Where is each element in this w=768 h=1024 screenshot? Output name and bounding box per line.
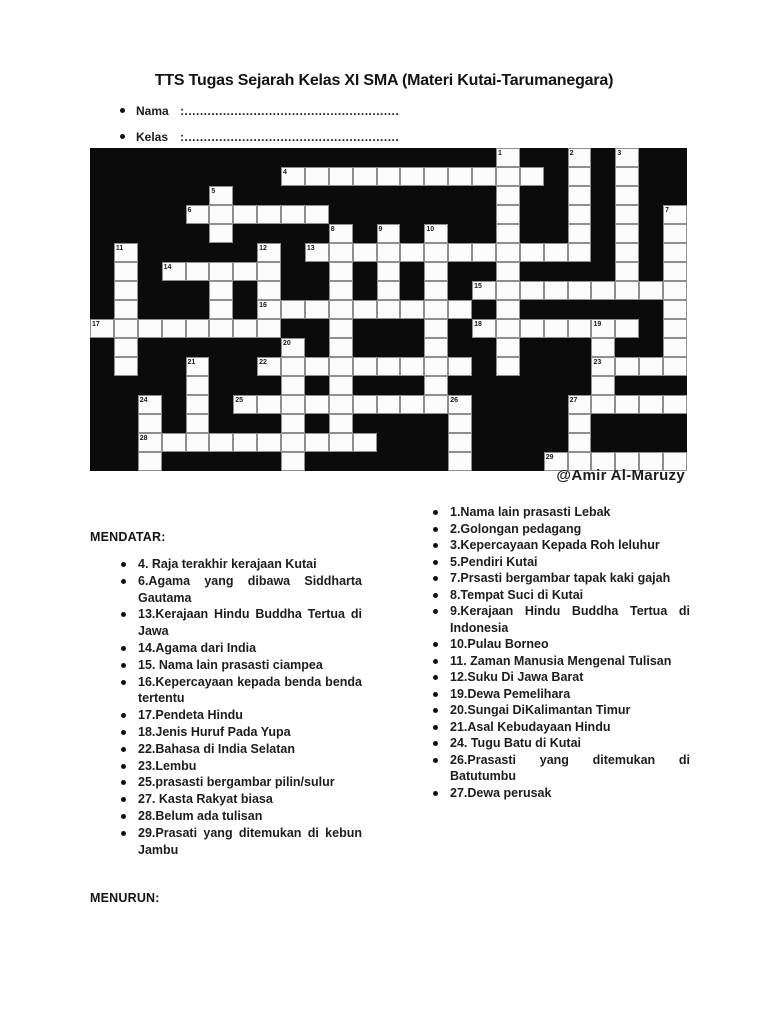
grid-cell[interactable] <box>448 452 472 471</box>
grid-cell[interactable] <box>329 281 353 300</box>
clue-item <box>119 774 364 791</box>
clue-item <box>431 719 693 736</box>
down-header: MENURUN: <box>90 891 160 905</box>
grid-cell[interactable] <box>209 281 233 300</box>
bullet-icon <box>120 108 125 113</box>
clue-item <box>431 653 693 670</box>
grid-cell[interactable] <box>615 186 639 205</box>
grid-cell[interactable] <box>591 395 615 414</box>
bullet-icon <box>121 646 126 651</box>
grid-cell[interactable] <box>353 300 377 319</box>
grid-cell[interactable] <box>162 319 186 338</box>
clue-text: 13.Kerajaan Hindu Buddha Tertua di Jawa <box>138 607 362 639</box>
grid-cell-number: 24 <box>139 396 148 404</box>
grid-cell[interactable] <box>544 243 568 262</box>
grid-cell[interactable] <box>233 319 257 338</box>
grid-cell[interactable] <box>424 262 448 281</box>
watermark-credit: @Amir Al-Maruzy <box>556 467 685 484</box>
grid-cell[interactable] <box>568 243 592 262</box>
grid-cell[interactable] <box>448 357 472 376</box>
bullet-icon <box>121 814 126 819</box>
clue-item <box>431 504 693 521</box>
grid-cell-number: 13 <box>306 244 315 252</box>
bullet-icon <box>121 780 126 785</box>
grid-cell[interactable] <box>568 167 592 186</box>
bullet-icon <box>121 730 126 735</box>
grid-cell-number: 19 <box>593 320 602 328</box>
grid-cell[interactable] <box>615 243 639 262</box>
clue-text: 21.Asal Kebudayaan Hindu <box>450 719 611 734</box>
grid-cell[interactable] <box>305 167 329 186</box>
grid-cell[interactable] <box>496 300 520 319</box>
grid-cell[interactable] <box>568 205 592 224</box>
grid-cell[interactable] <box>424 300 448 319</box>
bullet-icon <box>433 543 438 548</box>
clue-item <box>431 537 693 554</box>
clue-text: 9.Kerajaan Hindu Buddha Tertua di Indonesia <box>450 604 690 635</box>
grid-cell[interactable] <box>329 376 353 395</box>
grid-cell[interactable] <box>281 205 305 224</box>
grid-cell[interactable] <box>424 281 448 300</box>
clue-text: 6.Agama yang dibawa Siddharta Gautama <box>138 573 362 605</box>
clue-text: 24. Tugu Batu di Kutai <box>450 736 582 750</box>
grid-cell[interactable] <box>329 338 353 357</box>
grid-cell[interactable] <box>257 395 281 414</box>
bullet-icon <box>433 708 438 713</box>
grid-cell[interactable] <box>663 281 687 300</box>
grid-cell[interactable] <box>400 167 424 186</box>
grid-cell[interactable] <box>209 300 233 319</box>
clue-item <box>119 825 364 859</box>
grid-cell[interactable] <box>329 300 353 319</box>
grid-cell[interactable] <box>568 186 592 205</box>
grid-cell[interactable] <box>138 414 162 433</box>
bullet-icon <box>121 831 126 836</box>
grid-cell[interactable] <box>209 224 233 243</box>
grid-cell-number: 17 <box>92 320 100 328</box>
clue-item <box>119 674 364 708</box>
clue-text: 5.Pendiri Kutai <box>450 554 538 569</box>
grid-cell[interactable] <box>496 167 520 186</box>
clue-item <box>431 554 693 571</box>
clue-text: 22.Bahasa di India Selatan <box>138 741 296 756</box>
grid-cell[interactable] <box>114 262 138 281</box>
bullet-icon <box>433 560 438 565</box>
grid-cell[interactable] <box>281 414 305 433</box>
grid-cell[interactable] <box>281 452 305 471</box>
bullet-icon <box>121 579 126 584</box>
grid-cell-number: 3 <box>617 149 622 157</box>
grid-cell[interactable] <box>424 376 448 395</box>
grid-cell[interactable] <box>663 243 687 262</box>
clue-item <box>119 758 364 775</box>
grid-cell[interactable] <box>186 319 210 338</box>
clue-item <box>431 702 693 719</box>
clue-item <box>119 707 364 724</box>
grid-cell[interactable] <box>663 224 687 243</box>
clue-item <box>431 521 693 538</box>
grid-cell-number: 27 <box>569 396 578 404</box>
clue-text: 12.Suku Di Jawa Barat <box>450 670 584 684</box>
bullet-icon <box>121 764 126 769</box>
grid-cell[interactable] <box>615 262 639 281</box>
grid-cell-number: 25 <box>235 396 244 404</box>
clue-text: 15. Nama lain prasasti ciampea <box>138 657 323 672</box>
grid-cell[interactable] <box>257 262 281 281</box>
clue-text: 29.Prasati yang ditemukan di kebun Jambu <box>138 825 362 857</box>
grid-cell[interactable] <box>424 243 448 262</box>
grid-cell-number: 9 <box>378 225 383 233</box>
grid-cell[interactable] <box>400 300 424 319</box>
grid-cell[interactable] <box>591 281 615 300</box>
grid-cell[interactable] <box>114 281 138 300</box>
grid-cell[interactable] <box>520 167 544 186</box>
grid-cell[interactable] <box>329 414 353 433</box>
grid-cell[interactable] <box>305 433 329 452</box>
crossword-grid <box>90 148 687 471</box>
grid-cell[interactable] <box>186 262 210 281</box>
name-label: Nama <box>136 104 169 118</box>
grid-cell[interactable] <box>377 243 401 262</box>
grid-cell[interactable] <box>544 281 568 300</box>
across-clues-list <box>119 556 364 858</box>
clue-text: 2.Golongan pedagang <box>450 521 582 536</box>
grid-cell[interactable] <box>353 357 377 376</box>
clue-item <box>119 640 364 657</box>
grid-cell[interactable] <box>353 167 377 186</box>
bullet-icon <box>121 713 126 718</box>
grid-cell[interactable] <box>377 167 401 186</box>
bullet-icon <box>433 725 438 730</box>
clue-item <box>119 741 364 758</box>
bullet-icon <box>433 675 438 680</box>
grid-cell-number: 22 <box>259 358 267 366</box>
grid-cell[interactable] <box>186 433 210 452</box>
bullet-icon <box>121 562 126 567</box>
clue-item <box>431 735 693 752</box>
grid-cell[interactable] <box>257 319 281 338</box>
grid-cell[interactable] <box>233 205 257 224</box>
grid-cell[interactable] <box>591 376 615 395</box>
class-label: Kelas <box>136 130 169 144</box>
grid-cell[interactable] <box>305 357 329 376</box>
clue-text: 8.Tempat Suci di Kutai <box>450 587 584 602</box>
clue-text: 20.Sungai DiKalimantan Timur <box>450 703 631 717</box>
bullet-icon <box>433 741 438 746</box>
bullet-icon <box>433 609 438 614</box>
grid-cell[interactable] <box>257 205 281 224</box>
grid-cell[interactable] <box>377 262 401 281</box>
grid-cell[interactable] <box>329 167 353 186</box>
grid-cell[interactable] <box>329 357 353 376</box>
grid-cell[interactable] <box>329 243 353 262</box>
grid-cell[interactable] <box>424 395 448 414</box>
grid-cell[interactable] <box>520 319 544 338</box>
down-clues-list <box>431 504 693 801</box>
grid-cell[interactable] <box>496 338 520 357</box>
grid-cell[interactable] <box>496 205 520 224</box>
grid-cell[interactable] <box>329 395 353 414</box>
grid-cell[interactable] <box>424 319 448 338</box>
grid-cell[interactable] <box>305 395 329 414</box>
bullet-icon <box>120 134 125 139</box>
grid-cell[interactable] <box>568 224 592 243</box>
grid-cell[interactable] <box>615 395 639 414</box>
clue-item <box>119 573 364 607</box>
grid-cell[interactable] <box>496 281 520 300</box>
grid-cell-number: 14 <box>163 263 172 271</box>
grid-cell[interactable] <box>233 433 257 452</box>
grid-cell[interactable] <box>353 395 377 414</box>
grid-cell[interactable] <box>639 281 663 300</box>
grid-cell[interactable] <box>353 433 377 452</box>
clue-text: 14.Agama dari India <box>138 640 257 655</box>
grid-cell[interactable] <box>520 281 544 300</box>
clue-text: 10.Pulau Borneo <box>450 637 549 651</box>
bullet-icon <box>433 659 438 664</box>
grid-cell[interactable] <box>448 433 472 452</box>
clue-item <box>431 587 693 604</box>
clue-item <box>119 724 364 741</box>
grid-cell[interactable] <box>591 338 615 357</box>
grid-cell[interactable] <box>186 395 210 414</box>
grid-cell[interactable] <box>281 357 305 376</box>
grid-cell[interactable] <box>377 357 401 376</box>
bullet-icon <box>433 576 438 581</box>
grid-cell[interactable] <box>329 262 353 281</box>
clue-text: 27.Dewa perusak <box>450 785 552 800</box>
grid-cell[interactable] <box>209 319 233 338</box>
grid-cell[interactable] <box>568 414 592 433</box>
grid-cell[interactable] <box>448 414 472 433</box>
grid-cell[interactable] <box>520 243 544 262</box>
clue-item <box>431 669 693 686</box>
grid-cell[interactable] <box>257 281 281 300</box>
grid-cell[interactable] <box>615 319 639 338</box>
grid-cell[interactable] <box>472 167 496 186</box>
bullet-icon <box>121 747 126 752</box>
grid-cell-number: 28 <box>139 434 148 442</box>
bullet-icon <box>433 791 438 796</box>
grid-cell-number: 18 <box>474 320 482 328</box>
clue-item <box>119 791 364 808</box>
grid-cell-number: 21 <box>187 358 196 366</box>
clue-text: 4. Raja terakhir kerajaan Kutai <box>138 557 317 571</box>
grid-cell[interactable] <box>233 262 257 281</box>
across-header: MENDATAR: <box>90 530 166 544</box>
grid-cell[interactable] <box>114 319 138 338</box>
bullet-icon <box>121 680 126 685</box>
grid-cell[interactable] <box>281 395 305 414</box>
grid-cell-number: 29 <box>545 453 554 461</box>
grid-cell[interactable] <box>496 319 520 338</box>
grid-cell[interactable] <box>329 433 353 452</box>
grid-cell[interactable] <box>568 319 592 338</box>
grid-cell[interactable] <box>615 167 639 186</box>
bullet-icon <box>433 593 438 598</box>
clue-text: 28.Belum ada tulisan <box>138 808 263 823</box>
grid-cell[interactable] <box>329 319 353 338</box>
grid-cell-number: 4 <box>283 168 287 176</box>
bullet-icon <box>433 642 438 647</box>
grid-cell[interactable] <box>663 395 687 414</box>
grid-cell[interactable] <box>281 376 305 395</box>
clue-text: 25.prasasti bergambar pilin/sulur <box>138 775 335 790</box>
grid-cell[interactable] <box>663 262 687 281</box>
grid-cell[interactable] <box>663 300 687 319</box>
grid-cell[interactable] <box>424 338 448 357</box>
clue-text: 17.Pendeta Hindu <box>138 708 243 723</box>
grid-cell-number: 20 <box>283 339 291 347</box>
grid-cell[interactable] <box>209 433 233 452</box>
clue-item <box>431 686 693 703</box>
clue-item <box>431 785 693 802</box>
clue-text: 11. Zaman Manusia Mengenal Tulisan <box>450 653 672 668</box>
clue-text: 23.Lembu <box>138 758 197 773</box>
grid-cell[interactable] <box>639 357 663 376</box>
grid-cell[interactable] <box>377 281 401 300</box>
grid-cell[interactable] <box>615 224 639 243</box>
grid-cell-number: 2 <box>569 149 574 157</box>
grid-cell-number: 16 <box>259 301 267 309</box>
grid-cell[interactable] <box>186 376 210 395</box>
grid-cell[interactable] <box>138 452 162 471</box>
grid-cell[interactable] <box>568 433 592 452</box>
grid-cell[interactable] <box>448 300 472 319</box>
clue-item <box>119 657 364 674</box>
grid-cell[interactable] <box>615 281 639 300</box>
grid-cell[interactable] <box>400 395 424 414</box>
grid-cell[interactable] <box>544 319 568 338</box>
clue-item <box>431 636 693 653</box>
clue-item <box>431 570 693 587</box>
grid-cell[interactable] <box>568 281 592 300</box>
grid-cell-number: 15 <box>474 282 482 290</box>
clue-text: 19.Dewa Pemelihara <box>450 686 571 701</box>
grid-cell[interactable] <box>424 357 448 376</box>
page-title: TTS Tugas Sejarah Kelas XI SMA (Materi Kutai-Tarumanegara) <box>154 72 614 89</box>
clue-text: 7.Prsasti bergambar tapak kaki gajah <box>450 571 671 585</box>
grid-cell[interactable] <box>377 300 401 319</box>
grid-cell[interactable] <box>138 319 162 338</box>
grid-cell[interactable] <box>209 205 233 224</box>
grid-cell[interactable] <box>114 300 138 319</box>
grid-cell-number: 10 <box>426 225 435 233</box>
clue-text: 18.Jenis Huruf Pada Yupa <box>138 724 291 739</box>
clue-text: 16.Kepercayaan kepada benda benda tertentu <box>138 674 362 706</box>
grid-cell[interactable] <box>496 357 520 376</box>
grid-cell[interactable] <box>400 243 424 262</box>
bullet-icon <box>121 797 126 802</box>
clue-text: 3.Kepercayaan Kepada Roh leluhur <box>450 538 660 552</box>
bullet-icon <box>433 758 438 763</box>
grid-cell[interactable] <box>448 167 472 186</box>
grid-cell[interactable] <box>448 243 472 262</box>
grid-cell-number: 7 <box>665 206 670 214</box>
grid-cell[interactable] <box>257 433 281 452</box>
grid-cell-number: 11 <box>115 244 124 252</box>
clue-item <box>431 603 693 636</box>
grid-cell[interactable] <box>424 167 448 186</box>
bullet-icon <box>433 692 438 697</box>
grid-cell[interactable] <box>281 433 305 452</box>
grid-cell[interactable] <box>663 338 687 357</box>
grid-cell[interactable] <box>615 205 639 224</box>
grid-cell-number: 8 <box>330 225 335 233</box>
grid-cell[interactable] <box>114 338 138 357</box>
name-fill-line: :........................................................ <box>180 104 400 118</box>
grid-cell[interactable] <box>377 395 401 414</box>
clue-item <box>119 606 364 640</box>
bullet-icon <box>121 663 126 668</box>
clue-text: 27. Kasta Rakyat biasa <box>138 792 273 807</box>
bullet-icon <box>433 510 438 515</box>
grid-cell[interactable] <box>400 357 424 376</box>
class-fill-line: :........................................................ <box>180 130 400 144</box>
grid-cell[interactable] <box>496 243 520 262</box>
clue-text: 1.Nama lain prasasti Lebak <box>450 505 611 519</box>
grid-cell[interactable] <box>186 414 210 433</box>
grid-cell-number: 5 <box>211 187 216 195</box>
grid-cell[interactable] <box>281 300 305 319</box>
grid-cell[interactable] <box>639 395 663 414</box>
bullet-icon <box>433 527 438 532</box>
grid-cell[interactable] <box>209 262 233 281</box>
grid-cell[interactable] <box>162 433 186 452</box>
clue-text: 26.Prasasti yang ditemukan di Batutumbu <box>450 752 690 783</box>
grid-cell-number: 1 <box>497 149 502 157</box>
clue-item <box>119 556 364 573</box>
clue-item <box>431 752 693 785</box>
grid-cell[interactable] <box>496 262 520 281</box>
bullet-icon <box>121 612 126 617</box>
grid-cell[interactable] <box>305 300 329 319</box>
grid-cell[interactable] <box>663 319 687 338</box>
grid-cell[interactable] <box>353 243 377 262</box>
grid-cell-number: 12 <box>259 244 267 252</box>
grid-cell[interactable] <box>496 224 520 243</box>
grid-cell-number: 23 <box>593 358 602 366</box>
grid-cell[interactable] <box>496 186 520 205</box>
grid-cell-number: 26 <box>450 396 458 404</box>
grid-cell[interactable] <box>663 357 687 376</box>
grid-cell[interactable] <box>472 243 496 262</box>
grid-cell[interactable] <box>305 205 329 224</box>
grid-cell[interactable] <box>615 357 639 376</box>
grid-cell[interactable] <box>114 357 138 376</box>
grid-cell-number: 6 <box>187 206 192 214</box>
clue-item <box>119 808 364 825</box>
